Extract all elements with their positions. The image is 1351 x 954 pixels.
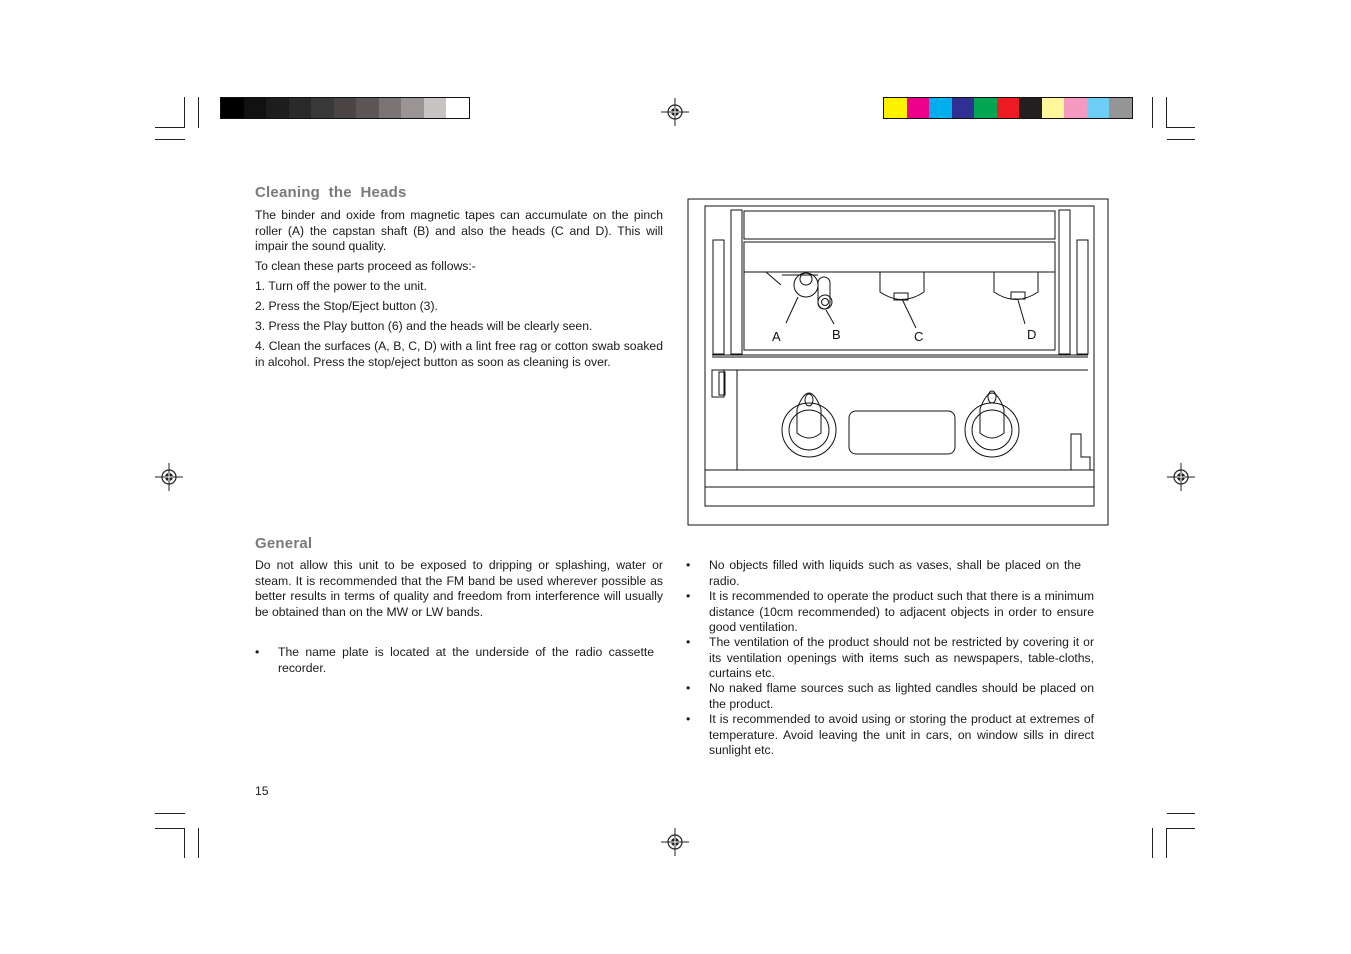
bullet-marker: • [255, 645, 260, 659]
grayscale-swatch [424, 98, 447, 118]
grayscale-calibration-bar [220, 97, 470, 119]
grayscale-swatch [446, 98, 469, 118]
bullet-text: No naked flame sources such as lighted candles should be placed on the product. [709, 681, 1094, 711]
grayscale-swatch [289, 98, 312, 118]
diagram-label-c: C [914, 329, 924, 344]
diagram-label-b: B [832, 327, 841, 342]
grayscale-swatch [244, 98, 267, 118]
grayscale-swatch [356, 98, 379, 118]
process-color-swatch [952, 98, 975, 118]
registration-mark-top [661, 98, 689, 126]
bullet-text: No objects filled with liquids such as vases, shall be placed on the radio. [709, 558, 1081, 588]
grayscale-swatch [311, 98, 334, 118]
cleaning-step-4: 4. Clean the surfaces (A, B, C, D) with a lint free rag or cotton swab soaked in alcohol. Press the stop/eject button as soon as cleaning is over. [255, 339, 663, 369]
process-color-swatch [907, 98, 930, 118]
bullet-marker: • [686, 589, 691, 603]
diagram-label-d: D [1027, 327, 1037, 342]
grayscale-swatch [401, 98, 424, 118]
cleaning-step-1: 1. Turn off the power to the unit. [255, 279, 427, 293]
process-color-swatch [1109, 98, 1132, 118]
bullet-text: It is recommended to avoid using or storing the product at extremes of temperature. Avoid leaving the unit in cars, on window sills in direct sunlight etc. [709, 712, 1094, 757]
cleaning-step-3: 3. Press the Play button (6) and the heads will be clearly seen. [255, 319, 593, 333]
bullet-marker: • [686, 635, 691, 649]
process-color-swatch [1087, 98, 1110, 118]
process-color-swatch [1019, 98, 1042, 118]
bullet-text: It is recommended to operate the product such that there is a minimum distance (10cm recommended) to adjacent objects in order to ensure good ventilation. [709, 589, 1094, 634]
bullet-marker: • [686, 558, 691, 572]
bullet-marker: • [686, 681, 691, 695]
process-color-swatch [884, 98, 907, 118]
cassette-deck-diagram [686, 197, 1110, 527]
diagram-label-a: A [772, 329, 781, 344]
process-color-swatch [1064, 98, 1087, 118]
bullet-text: The ventilation of the product should not be restricted by covering it or its ventilation openings with items such as newspapers, table-cloths, curtains etc. [709, 635, 1094, 680]
process-color-swatch [974, 98, 997, 118]
cleaning-lead: To clean these parts proceed as follows:- [255, 259, 476, 273]
process-color-swatch [929, 98, 952, 118]
process-color-swatch [997, 98, 1020, 118]
bullet-marker: • [686, 712, 691, 726]
grayscale-swatch [266, 98, 289, 118]
registration-mark-right [1167, 463, 1195, 491]
general-heading: General [255, 535, 313, 552]
page-number: 15 [255, 784, 269, 798]
general-paragraph: Do not allow this unit to be exposed to dripping or splashing, water or steam. It is recommended that the FM band be used wherever possible as better results in terms of quality and freedom from interference will usually be obtained than on the MW or LW bands. [255, 558, 663, 619]
cleaning-heading: Cleaning the Heads [255, 184, 407, 201]
grayscale-swatch [221, 98, 244, 118]
process-color-calibration-bar [883, 97, 1133, 119]
registration-mark-bottom [661, 828, 689, 856]
process-color-swatch [1042, 98, 1065, 118]
bullet-text: The name plate is located at the underside of the radio cassette recorder. [278, 645, 654, 675]
cleaning-step-2: 2. Press the Stop/Eject button (3). [255, 299, 438, 313]
grayscale-swatch [379, 98, 402, 118]
grayscale-swatch [334, 98, 357, 118]
registration-mark-left [155, 463, 183, 491]
cleaning-intro: The binder and oxide from magnetic tapes can accumulate on the pinch roller (A) the capstan shaft (B) and also the heads (C and D). This will impair the sound quality. [255, 208, 663, 253]
